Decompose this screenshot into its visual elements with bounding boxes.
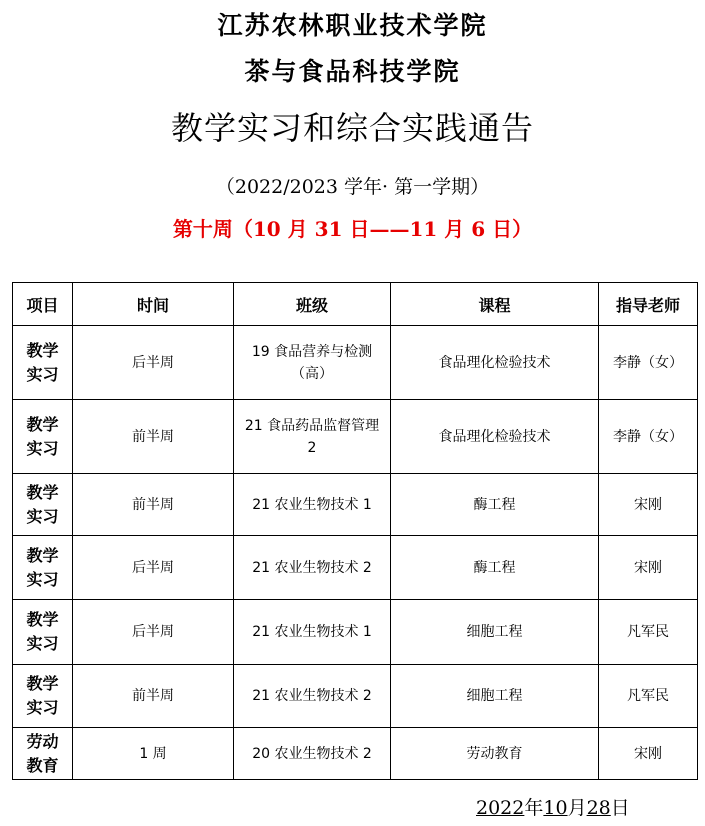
course-cell: 酶工程: [391, 474, 599, 536]
item-line: 实习: [26, 438, 59, 458]
table-row: [13, 728, 698, 780]
time-cell: 1 周: [73, 728, 234, 780]
item-line: 教学: [26, 674, 59, 693]
college-title: 江苏农林职业技术学院: [217, 11, 488, 40]
col-header-item: 项目: [13, 283, 73, 326]
item-cell: [13, 728, 73, 780]
item-line: 实习: [26, 506, 59, 526]
course-cell: 食品理化检验技术: [391, 326, 599, 400]
item-line: 实习: [26, 364, 59, 384]
teacher-cell: 凡军民: [599, 665, 698, 728]
academic-term: （2022/2023 学年· 第一学期）: [215, 176, 490, 198]
teacher-cell: 宋刚: [599, 474, 698, 536]
schedule-table: [12, 282, 698, 780]
course-cell: 细胞工程: [391, 665, 599, 728]
item-line: 实习: [26, 634, 59, 653]
notice-title: 教学实习和综合实践通告: [170, 109, 534, 147]
class-cell: [234, 326, 391, 400]
item-line: 教育: [26, 755, 59, 775]
date-day-suffix: 日: [610, 797, 630, 819]
date-year-suffix: 年: [524, 797, 544, 819]
class-line: 21 食品药品监督管理: [244, 417, 380, 434]
class-line: （高）: [291, 365, 333, 382]
item-line: 教学: [26, 340, 59, 360]
item-line: 教学: [26, 610, 59, 629]
table-header-row: [13, 283, 698, 326]
class-cell: 21 农业生物技术 1: [234, 600, 391, 665]
item-line: 劳动: [26, 731, 59, 751]
time-cell: 前半周: [73, 665, 234, 728]
course-cell: 食品理化检验技术: [391, 400, 599, 474]
school-title: 茶与食品科技学院: [244, 57, 461, 86]
time-cell: 前半周: [73, 474, 234, 536]
item-line: 教学: [26, 414, 59, 434]
date-day: 28: [586, 797, 611, 819]
course-cell: 劳动教育: [391, 728, 599, 780]
item-cell: [13, 474, 73, 536]
item-line: 教学: [26, 482, 59, 502]
class-cell: 21 农业生物技术 2: [234, 665, 391, 728]
item-cell: [13, 400, 73, 474]
col-header-course: 课程: [391, 283, 599, 326]
item-cell: [13, 326, 73, 400]
teacher-cell: 宋刚: [599, 536, 698, 600]
class-cell: 21 农业生物技术 1: [234, 474, 391, 536]
class-cell: 20 农业生物技术 2: [234, 728, 391, 780]
date-year: 2022: [476, 797, 525, 819]
table-row: [13, 474, 698, 536]
notice-date: [476, 793, 630, 820]
col-header-time: 时间: [73, 283, 234, 326]
course-cell: 酶工程: [391, 536, 599, 600]
class-line: 2: [307, 439, 317, 456]
table-row: [13, 326, 698, 400]
table-row: [13, 400, 698, 474]
teacher-cell: 宋刚: [599, 728, 698, 780]
week-range: 第十周（10 月 31 日——11 月 6 日）: [172, 217, 533, 241]
date-month: 10: [543, 797, 568, 819]
time-cell: 后半周: [73, 536, 234, 600]
item-cell: [13, 536, 73, 600]
class-cell: 21 农业生物技术 2: [234, 536, 391, 600]
date-month-suffix: 月: [567, 797, 587, 819]
item-line: 教学: [26, 545, 59, 565]
teacher-cell: 李静（女）: [599, 326, 698, 400]
col-header-class: 班级: [234, 283, 391, 326]
item-cell: [13, 600, 73, 665]
time-cell: 前半周: [73, 400, 234, 474]
table-row: [13, 665, 698, 728]
table-row: [13, 536, 698, 600]
time-cell: 后半周: [73, 600, 234, 665]
class-line: 19 食品营养与检测: [251, 343, 373, 360]
teacher-cell: 凡军民: [599, 600, 698, 665]
col-header-teacher: 指导老师: [599, 283, 698, 326]
time-cell: 后半周: [73, 326, 234, 400]
item-cell: [13, 665, 73, 728]
teacher-cell: 李静（女）: [599, 400, 698, 474]
item-line: 实习: [26, 698, 59, 717]
table-row: [13, 600, 698, 665]
item-line: 实习: [26, 569, 59, 589]
course-cell: 细胞工程: [391, 600, 599, 665]
class-cell: [234, 400, 391, 474]
